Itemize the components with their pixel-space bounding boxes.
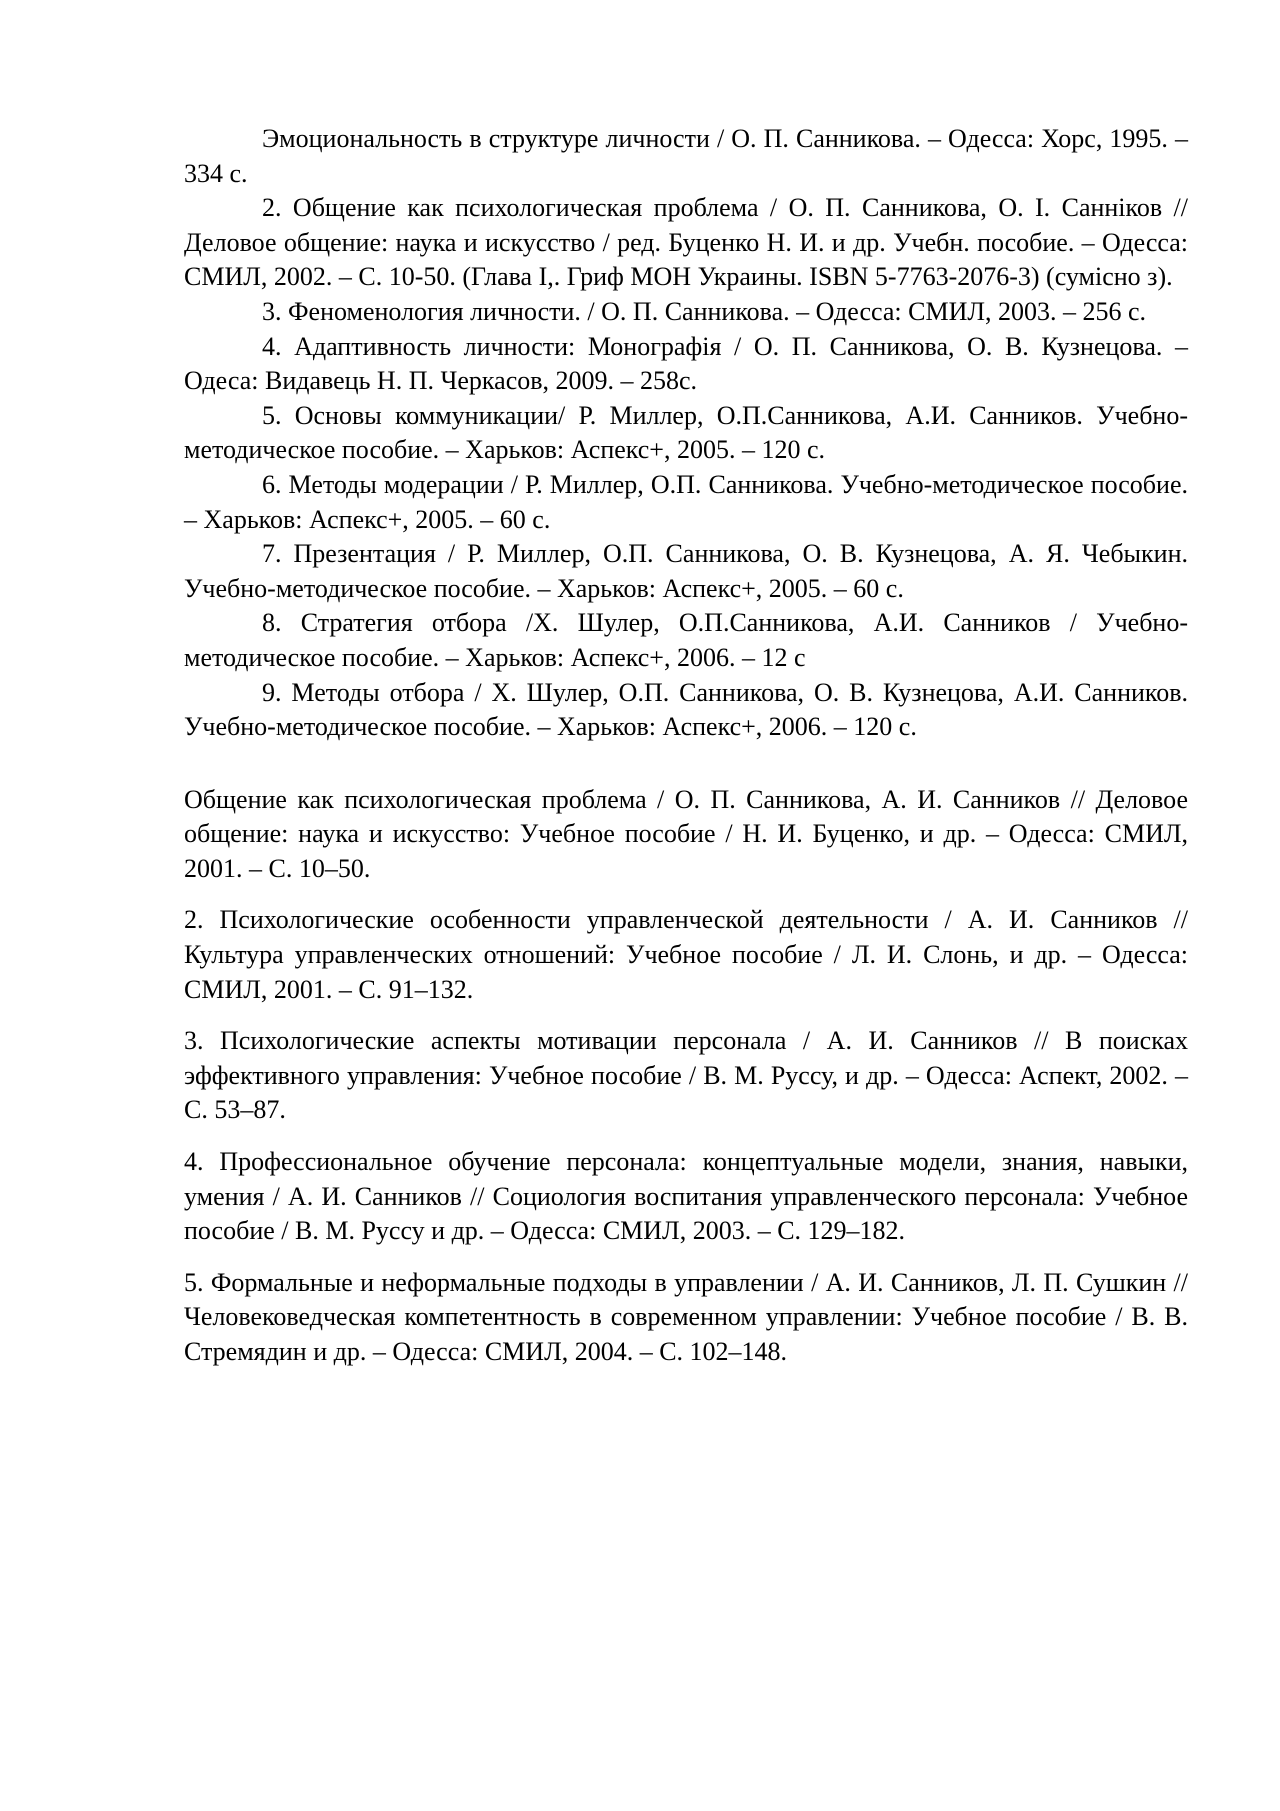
list-item: 4. Профессиональное обучение персонала: концептуальные модели, знания, навыки, умения / А. И. Санников // Социология воспитания управленческого персонала: Учебное пособие / В. М. Руссу и др. – Одесса: СМИЛ, 2003. – С. 129–182. xyxy=(184,1147,1188,1246)
list-item: Эмоциональность в структуре личности / О. П. Санникова. – Одесса: Хорс, 1995. – 334 с. xyxy=(184,124,1188,188)
list-item: 5. Основы коммуникации/ Р. Миллер, О.П.Санникова, А.И. Санников. Учебно-методическое пособие. – Харьков: Аспекс+, 2005. – 120 с. xyxy=(184,400,1188,465)
list-item: 2. Общение как психологическая проблема / О. П. Санникова, О. І. Санніков // Деловое общение: наука и искусство / ред. Буценко Н. И. и др. Учебн. пособие. – Одесса: СМИЛ, 2002. – С. 10-50. (Глава І,. Гриф МОН Украины. ISBN 5-7763-2076-3) (сумісно з). xyxy=(184,193,1188,292)
list-item: 5. Формальные и неформальные подходы в управлении / А. И. Санников, Л. П. Сушкин // Человековедческая компетентность в современном управлении: Учебное пособие / В. В. Стремядин и др. – Одесса: СМИЛ, 2004. – С. 102–148. xyxy=(184,1267,1188,1366)
list-item: 4. Адаптивность личности: Монографія / О. П. Санникова, О. В. Кузнецова. – Одеса: Видавець Н. П. Черкасов, 2009. – 258с. xyxy=(184,331,1188,396)
list-item: 7. Презентация / Р. Миллер, О.П. Санникова, О. В. Кузнецова, А. Я. Чебыкин. Учебно-методическое пособие. – Харьков: Аспекс+, 2005. – 60 с. xyxy=(184,539,1188,603)
document-body xyxy=(184,122,1188,1370)
list-item: 9. Методы отбора / Х. Шулер, О.П. Санникова, О. В. Кузнецова, А.И. Санников. Учебно-методическое пособие. – Харьков: Аспекс+, 2006. – 120 с. xyxy=(184,677,1188,742)
list-item: 6. Методы модерации / Р. Миллер, О.П. Санникова. Учебно-методическое пособие. – Харьков: Аспекс+, 2005. – 60 с. xyxy=(184,469,1188,534)
publication-list-1 xyxy=(184,122,1188,745)
list-item: 3. Феноменология личности. / О. П. Санникова. – Одесса: СМИЛ, 2003. – 256 с. xyxy=(262,296,1147,326)
list-item: 3. Психологические аспекты мотивации персонала / А. И. Санников // В поисках эффективного управления: Учебное пособие / В. М. Руссу, и др. – Одесса: Аспект, 2002. – С. 53–87. xyxy=(184,1026,1188,1125)
list-item: 2. Психологические особенности управленческой деятельности / А. И. Санников // Культура управленческих отношений: Учебное пособие / Л. И. Слонь, и др. – Одесса: СМИЛ, 2001. – С. 91–132. xyxy=(184,905,1188,1004)
list-item: Общение как психологическая проблема / О. П. Санникова, А. И. Санников // Деловое общение: наука и искусство: Учебное пособие / Н. И. Буценко, и др. – Одесса: СМИЛ, 2001. – С. 10–50. xyxy=(184,784,1188,883)
publication-list-2 xyxy=(184,783,1188,1370)
list-item: 8. Стратегия отбора /Х. Шулер, О.П.Санникова, А.И. Санников / Учебно-методическое пособие. – Харьков: Аспекс+, 2006. – 12 с xyxy=(184,608,1188,672)
